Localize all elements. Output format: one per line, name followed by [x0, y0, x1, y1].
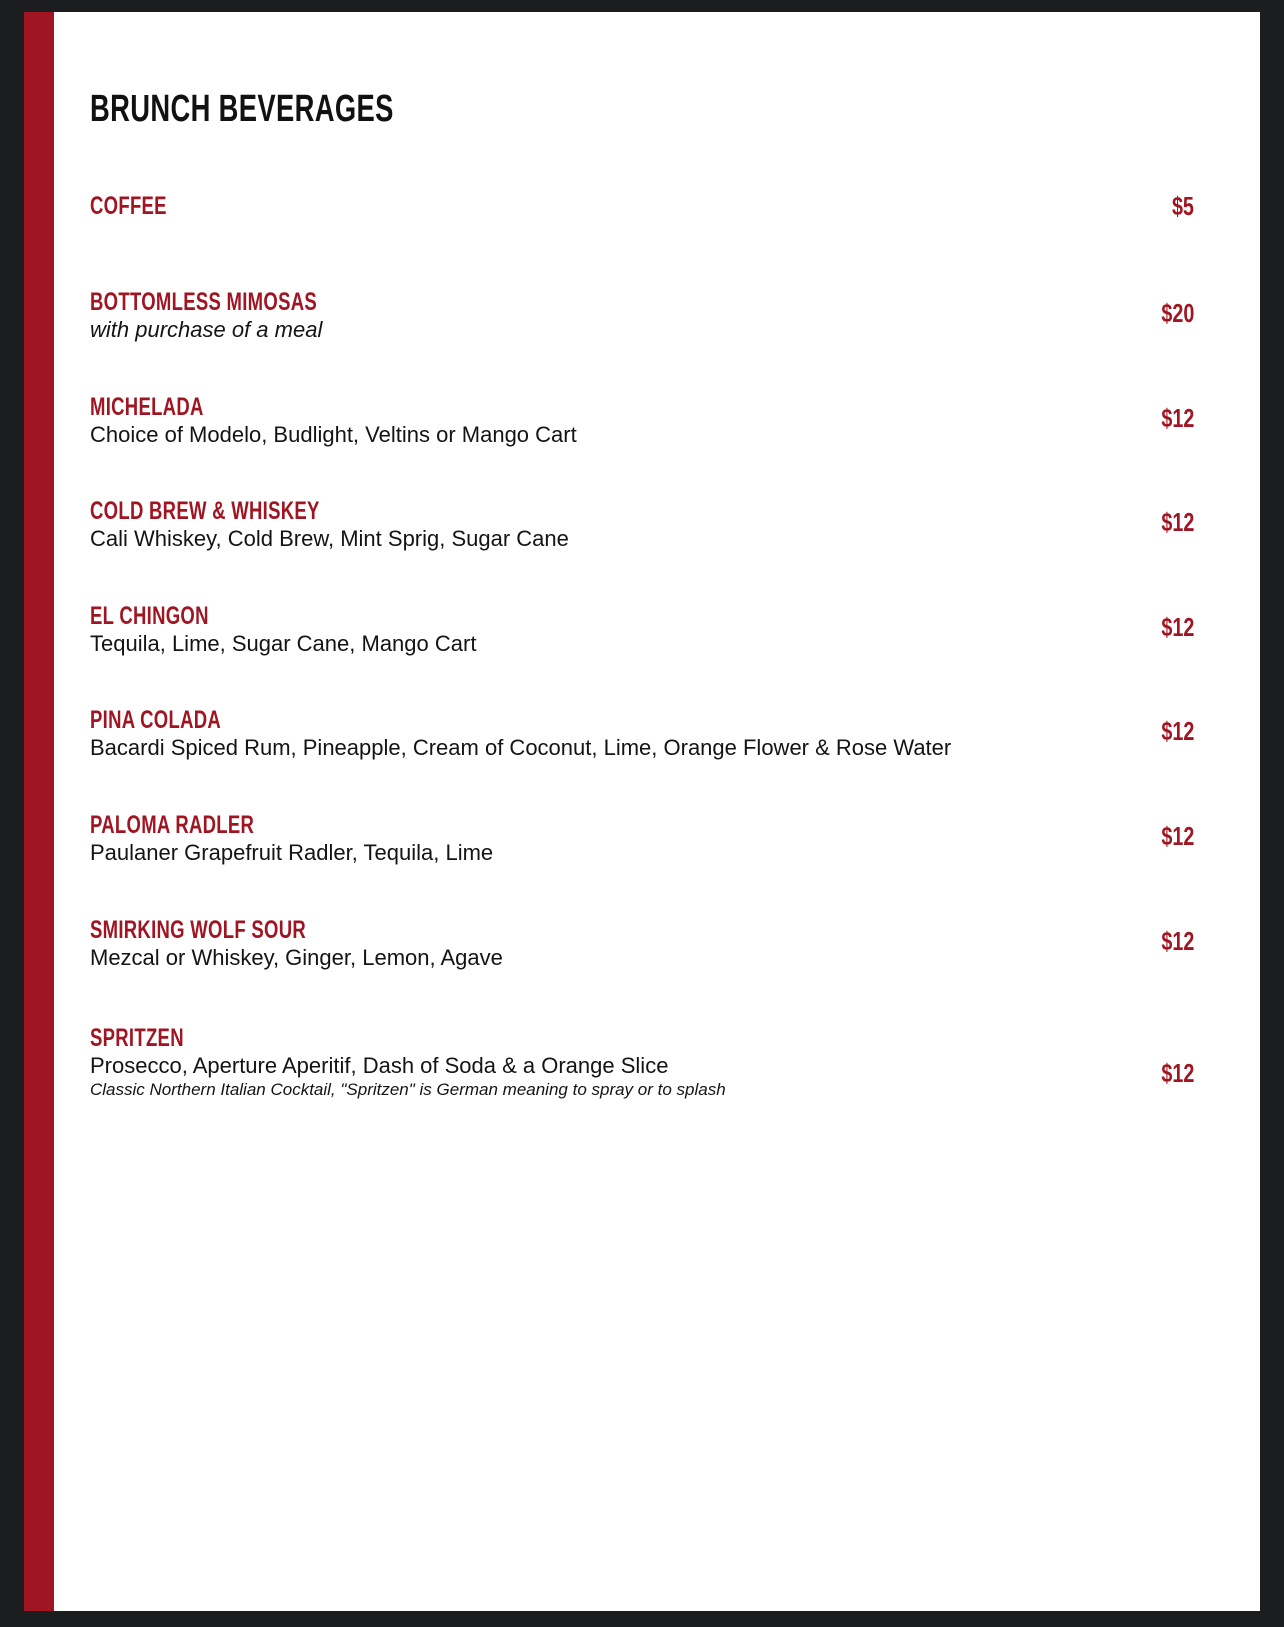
- item-price: $12: [1161, 716, 1194, 746]
- item-price: $12: [1161, 403, 1194, 433]
- menu-item-bottomless-mimosas: [90, 288, 1194, 343]
- item-name: COLD BREW & WHISKEY: [90, 497, 320, 525]
- item-name: SPRITZEN: [90, 1024, 184, 1052]
- menu-item-paloma-radler: [90, 811, 1194, 866]
- accent-stripe: [24, 12, 54, 1611]
- menu-title: BRUNCH BEVERAGES: [90, 88, 394, 130]
- menu-page: [24, 12, 1260, 1611]
- item-price: $12: [1161, 821, 1194, 851]
- item-description: with purchase of a meal: [90, 317, 323, 342]
- item-name: PINA COLADA: [90, 706, 222, 734]
- item-description: Choice of Modelo, Budlight, Veltins or Mango Cart: [90, 422, 577, 447]
- item-price: $12: [1161, 926, 1194, 956]
- item-description: Prosecco, Aperture Aperitif, Dash of Soda & a Orange Slice: [90, 1053, 669, 1078]
- item-name: COFFEE: [90, 192, 167, 220]
- item-name: EL CHINGON: [90, 602, 209, 630]
- menu-item-pina-colada: [90, 706, 1194, 761]
- item-name: BOTTOMLESS MIMOSAS: [90, 288, 317, 316]
- item-price: $12: [1161, 612, 1194, 642]
- item-price: $5: [1172, 191, 1194, 221]
- menu-item-spritzen: [90, 1024, 1194, 1101]
- item-name: MICHELADA: [90, 393, 204, 421]
- menu-item-coffee: [90, 192, 1194, 220]
- menu-item-michelada: [90, 393, 1194, 448]
- menu-item-el-chingon: [90, 602, 1194, 657]
- item-price: $12: [1161, 507, 1194, 537]
- menu-item-cold-brew-whiskey: [90, 497, 1194, 552]
- item-description: Cali Whiskey, Cold Brew, Mint Sprig, Sugar Cane: [90, 526, 569, 551]
- item-description: Paulaner Grapefruit Radler, Tequila, Lime: [90, 840, 494, 865]
- menu-item-smirking-wolf-sour: [90, 916, 1194, 971]
- item-name: SMIRKING WOLF SOUR: [90, 916, 307, 944]
- item-name: PALOMA RADLER: [90, 811, 255, 839]
- item-description: Bacardi Spiced Rum, Pineapple, Cream of Coconut, Lime, Orange Flower & Rose Water: [90, 735, 952, 760]
- item-note: Classic Northern Italian Cocktail, "Spritzen" is German meaning to spray or to splash: [90, 1080, 726, 1099]
- item-price: $20: [1161, 298, 1194, 328]
- item-description: Mezcal or Whiskey, Ginger, Lemon, Agave: [90, 945, 503, 970]
- item-description: Tequila, Lime, Sugar Cane, Mango Cart: [90, 631, 477, 656]
- item-price: $12: [1161, 1058, 1194, 1088]
